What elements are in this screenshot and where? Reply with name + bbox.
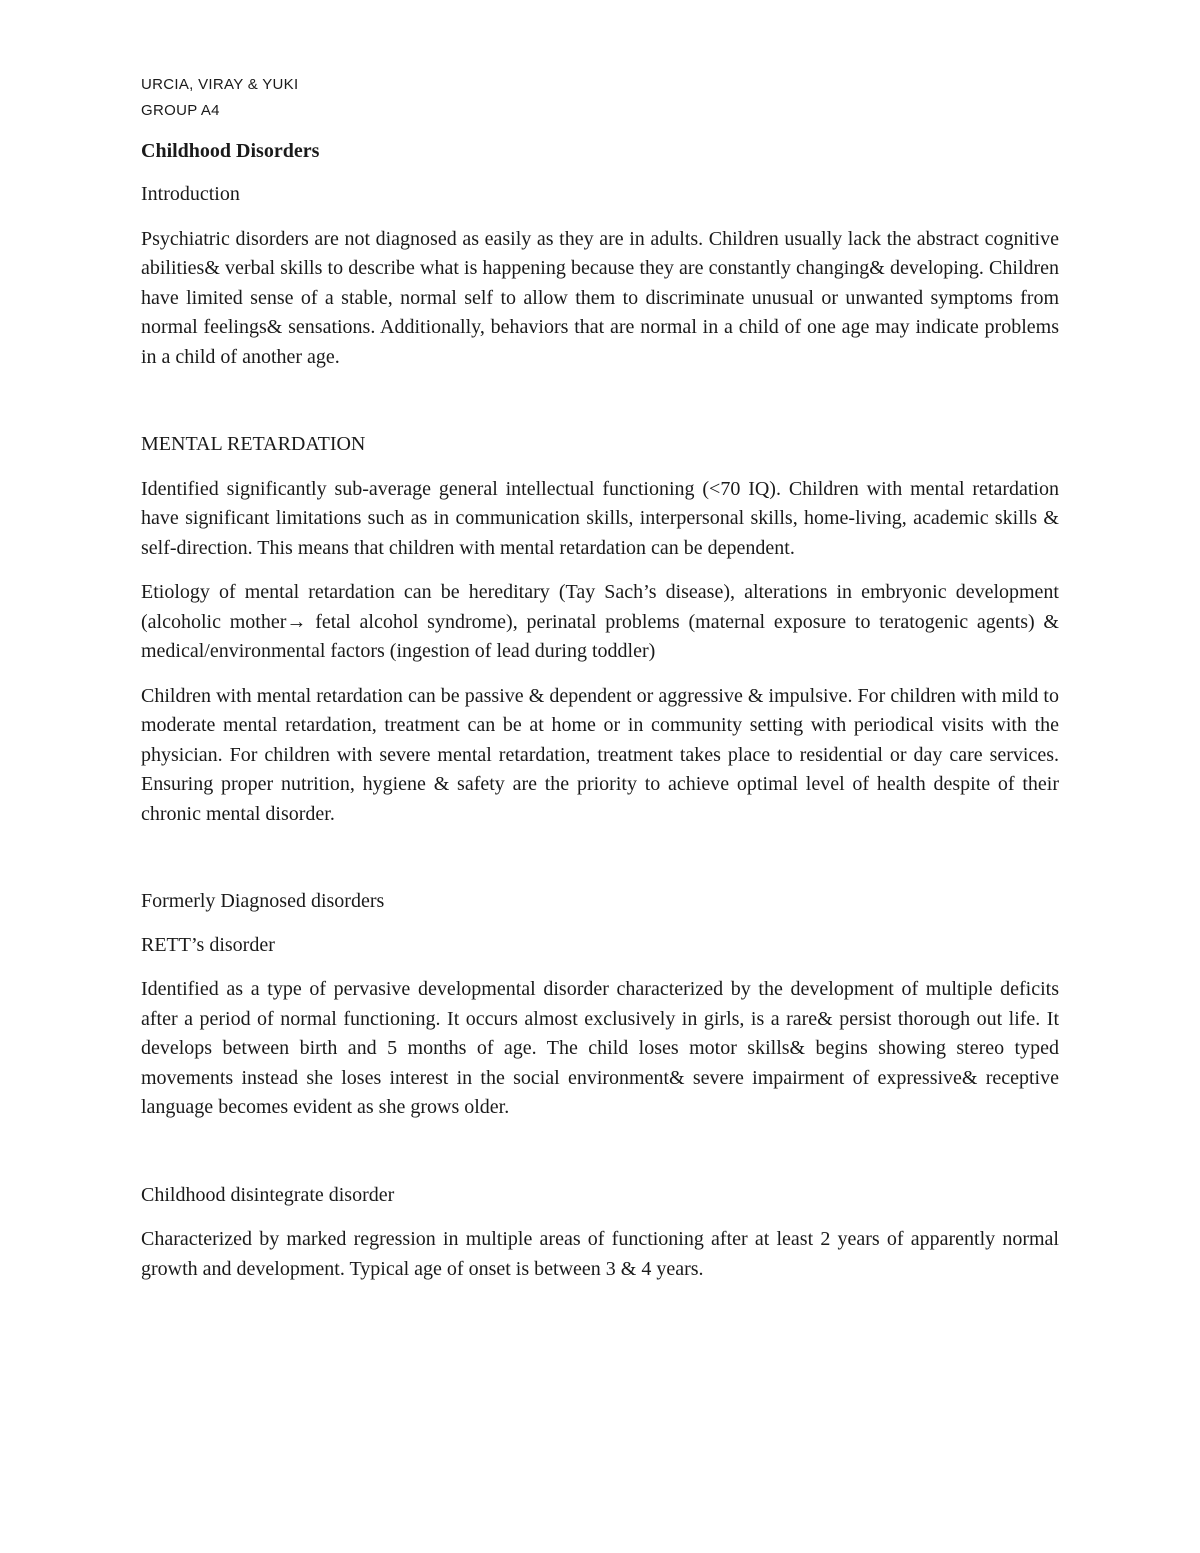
formerly-diagnosed-heading: Formerly Diagnosed disorders bbox=[141, 890, 385, 912]
document-title: Childhood Disorders bbox=[141, 140, 320, 162]
document-page bbox=[141, 72, 1059, 1284]
mental-retardation-paragraph-2: Etiology of mental retardation can be hereditary (Tay Sach’s disease), alterations in embryonic development (alcoholic mother→ fetal alcohol syndrome), perinatal problems (maternal exposure to teratogenic agents) & medical/environmental factors (ingestion of lead during toddler) bbox=[141, 581, 1059, 662]
cdd-paragraph: Characterized by marked regression in multiple areas of functioning after at least 2 years of apparently normal growth and development. Typical age of onset is between 3 & 4 years. bbox=[141, 1228, 1059, 1280]
authors-line: URCIA, VIRAY & YUKI bbox=[141, 76, 299, 93]
mental-retardation-heading: MENTAL RETARDATION bbox=[141, 433, 366, 455]
rett-paragraph: Identified as a type of pervasive developmental disorder characterized by the development of multiple deficits after a period of normal functioning. It occurs almost exclusively in girls, is a rare& persist thorough out life. It develops between birth and 5 months of age. The child loses motor skills& begins showing stereo typed movements instead she loses interest in the social environment& severe impairment of expressive& receptive language becomes evident as she grows older. bbox=[141, 978, 1059, 1118]
group-line: GROUP A4 bbox=[141, 102, 220, 119]
cdd-heading: Childhood disintegrate disorder bbox=[141, 1183, 395, 1206]
rett-heading: RETT’s disorder bbox=[141, 933, 275, 956]
mental-retardation-paragraph-3: Children with mental retardation can be passive & dependent or aggressive & impulsive. For children with mild to moderate mental retardation, treatment can be at home or in community setting with periodical visits with the physician. For children with severe mental retardation, treatment takes place to residential or day care services. Ensuring proper nutrition, hygiene & safety are the priority to achieve optimal level of health despite of their chronic mental disorder. bbox=[141, 684, 1059, 825]
mental-retardation-paragraph-1: Identified significantly sub-average general intellectual functioning (<70 IQ). Children with mental retardation have significant limitations such as in communication skills, interpersonal skills, home-living, academic skills & self-direction. This means that children with mental retardation can be dependent. bbox=[141, 477, 1059, 559]
intro-paragraph: Psychiatric disorders are not diagnosed as easily as they are in adults. Children usually lack the abstract cognitive abilities& verbal skills to describe what is happening because they are constantly changing& developing. Children have limited sense of a stable, normal self to allow them to discriminate unusual or unwanted symptoms from normal feelings& sensations. Additionally, behaviors that are normal in a child of one age may indicate problems in a child of another age. bbox=[141, 227, 1059, 368]
intro-heading: Introduction bbox=[141, 183, 240, 205]
document-header bbox=[141, 72, 1059, 124]
